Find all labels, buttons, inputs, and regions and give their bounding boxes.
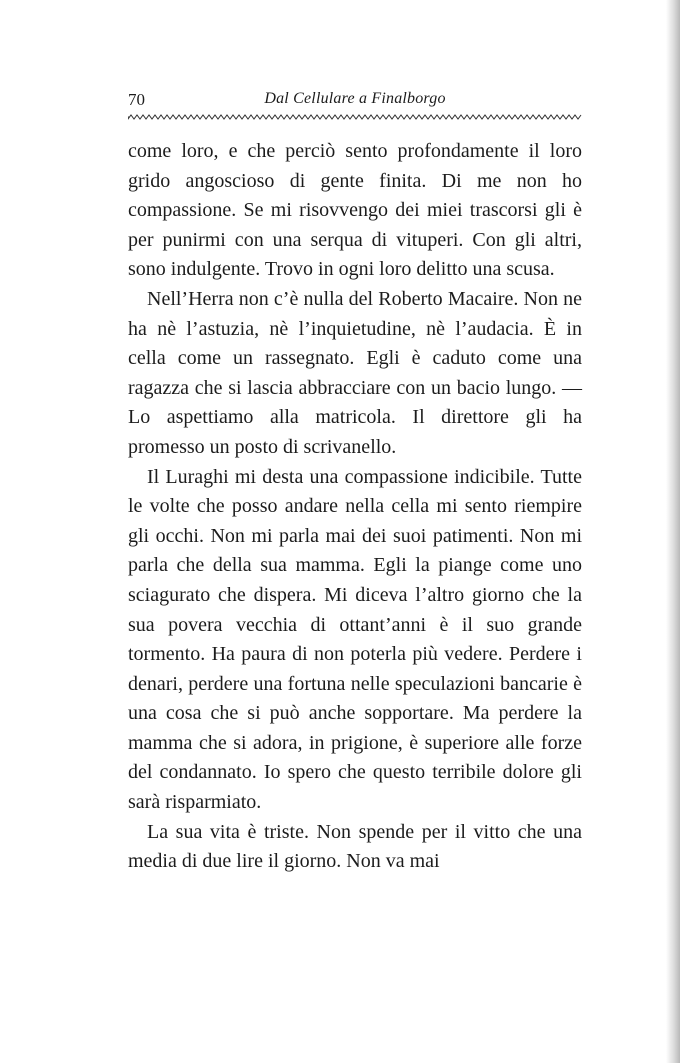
running-title: Dal Cellulare a Finalborgo <box>264 90 446 107</box>
body-text <box>128 137 582 877</box>
paragraph-1: come loro, e che perciò sento profondamente il loro grido angoscioso di gente finita. Di me non ho compassione. Se mi risovvengo dei miei trascorsi gli è per punirmi con una serqua di vituperi. Con gli altri, sono indulgente. Trovo in ogni loro delitto una scusa. <box>128 140 582 281</box>
paragraph-2: Nell’Herra non c’è nulla del Roberto Macaire. Non ne ha nè l’astuzia, nè l’inquietudine, nè l’audacia. È in cella come un rassegnato. Egli è caduto come una ragazza che si lascia abbracciare con un bacio lungo. — Lo aspettiamo alla matricola. Il direttore gli ha promesso un posto di scrivanello. <box>128 287 582 458</box>
page-number: 70 <box>128 90 145 109</box>
paragraph-4: La sua vita è triste. Non spende per il vitto che una media di due lire il giorno. Non va mai <box>128 820 582 873</box>
paragraph-3: Il Luraghi mi desta una compassione indicibile. Tutte le volte che posso andare nella cella mi sento riempire gli occhi. Non mi parla mai dei suoi patimenti. Non mi parla che della sua mamma. Egli la piange come uno sciagurato che dispera. Mi diceva l’altro giorno che la sua povera vecchia di ottant’anni è il suo grande tormento. Ha paura di non poterla più vedere. Perdere i denari, perdere una fortuna nelle speculazioni bancarie è una cosa che si può anche sopportare. Ma perdere la mamma che si adora, in prigione, è superiore alle forze del condannato. Io spero che questo terribile dolore gli sarà risparmiato. <box>128 465 582 814</box>
page-gutter-shadow <box>666 0 680 1063</box>
page-header <box>128 90 582 114</box>
wavy-rule-ornament <box>128 114 582 122</box>
